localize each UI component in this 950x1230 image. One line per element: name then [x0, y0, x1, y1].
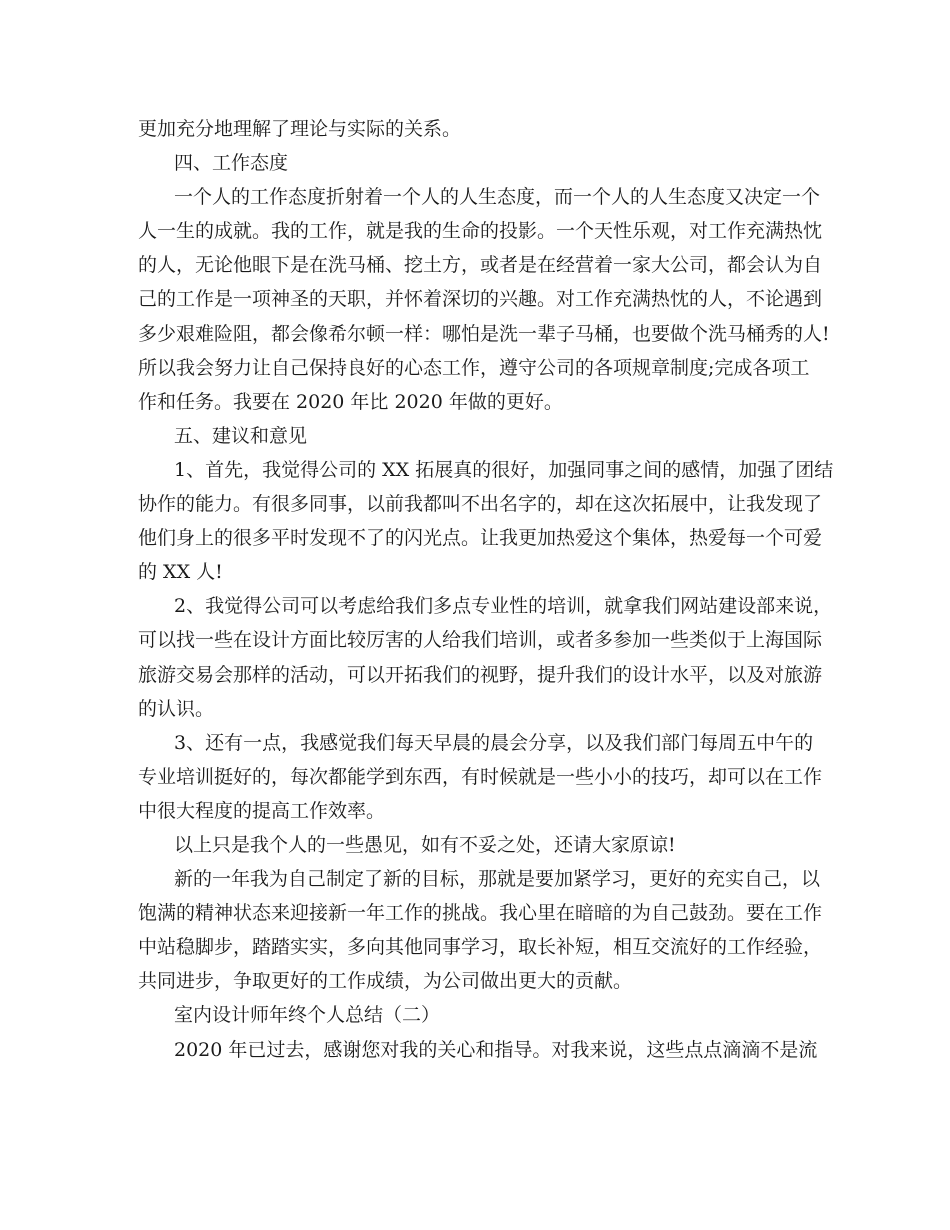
text-line: 四、工作态度	[174, 152, 289, 175]
text-line: 多少艰难险阻，都会像希尔顿一样：哪怕是洗一辈子马桶，也要做个洗马桶秀的人!	[138, 322, 830, 345]
text-line: 室内设计师年终个人总结（二）	[174, 1004, 441, 1027]
text-line: 中站稳脚步，踏踏实实，多向其他同事学习，取长补短，相互交流好的工作经验，	[138, 936, 823, 959]
text-line: 他们身上的很多平时发现不了的闪光点。让我更加热爱这个集体，热爱每一个可爱	[138, 527, 823, 550]
text-line: 新的一年我为自己制定了新的目标，那就是要加紧学习，更好的充实自己，以	[174, 868, 821, 891]
text-line: 专业培训挺好的，每次都能学到东西，有时候就是一些小小的技巧，却可以在工作	[138, 765, 823, 788]
text-line: 饱满的精神状态来迎接新一年工作的挑战。我心里在暗暗的为自己鼓劲。要在工作	[138, 902, 823, 925]
text-line: 五、建议和意见	[174, 424, 308, 447]
text-line: 以上只是我个人的一些愚见，如有不妥之处，还请大家原谅!	[174, 833, 676, 856]
text-line: 作和任务。我要在 2020 年比 2020 年做的更好。	[138, 390, 563, 413]
text-line: 己的工作是一项神圣的天职，并怀着深切的兴趣。对工作充满热忱的人，不论遇到	[138, 288, 823, 311]
text-line: 的人，无论他眼下是在洗马桶、挖土方，或者是在经营着一家大公司，都会认为自	[138, 254, 823, 277]
text-line: 一个人的工作态度折射着一个人的人生态度，而一个人的人生态度又决定一个	[174, 186, 821, 209]
text-line: 3、还有一点，我感觉我们每天早晨的晨会分享，以及我们部门每周五中午的	[174, 731, 814, 754]
text-line: 旅游交易会那样的活动，可以开拓我们的视野，提升我们的设计水平，以及对旅游	[138, 663, 823, 686]
document-body	[138, 112, 834, 1067]
text-line: 2020 年已过去，感谢您对我的关心和指导。对我来说，这些点点滴滴不是流	[174, 1038, 818, 1061]
text-line: 1、首先，我觉得公司的 XX 拓展真的很好，加强同事之间的感情，加强了团结	[174, 458, 834, 481]
text-line: 所以我会努力让自己保持良好的心态工作，遵守公司的各项规章制度;完成各项工	[138, 356, 810, 379]
text-line: 的 XX 人!	[138, 561, 223, 584]
text-line: 可以找一些在设计方面比较厉害的人给我们培训，或者多参加一些类似于上海国际	[138, 629, 823, 652]
text-line: 共同进步，争取更好的工作成绩，为公司做出更大的贡献。	[138, 970, 633, 993]
text-line: 2、我觉得公司可以考虑给我们多点专业性的培训，就拿我们网站建设部来说，	[174, 595, 833, 618]
text-line: 人一生的成就。我的工作，就是我的生命的投影。一个天性乐观，对工作充满热忱	[138, 220, 823, 243]
text-line: 协作的能力。有很多同事，以前我都叫不出名字的，却在这次拓展中，让我发现了	[138, 493, 823, 516]
text-line: 更加充分地理解了理论与实际的关系。	[138, 118, 462, 140]
text-line: 的认识。	[138, 697, 215, 720]
text-line: 中很大程度的提高工作效率。	[138, 799, 386, 822]
